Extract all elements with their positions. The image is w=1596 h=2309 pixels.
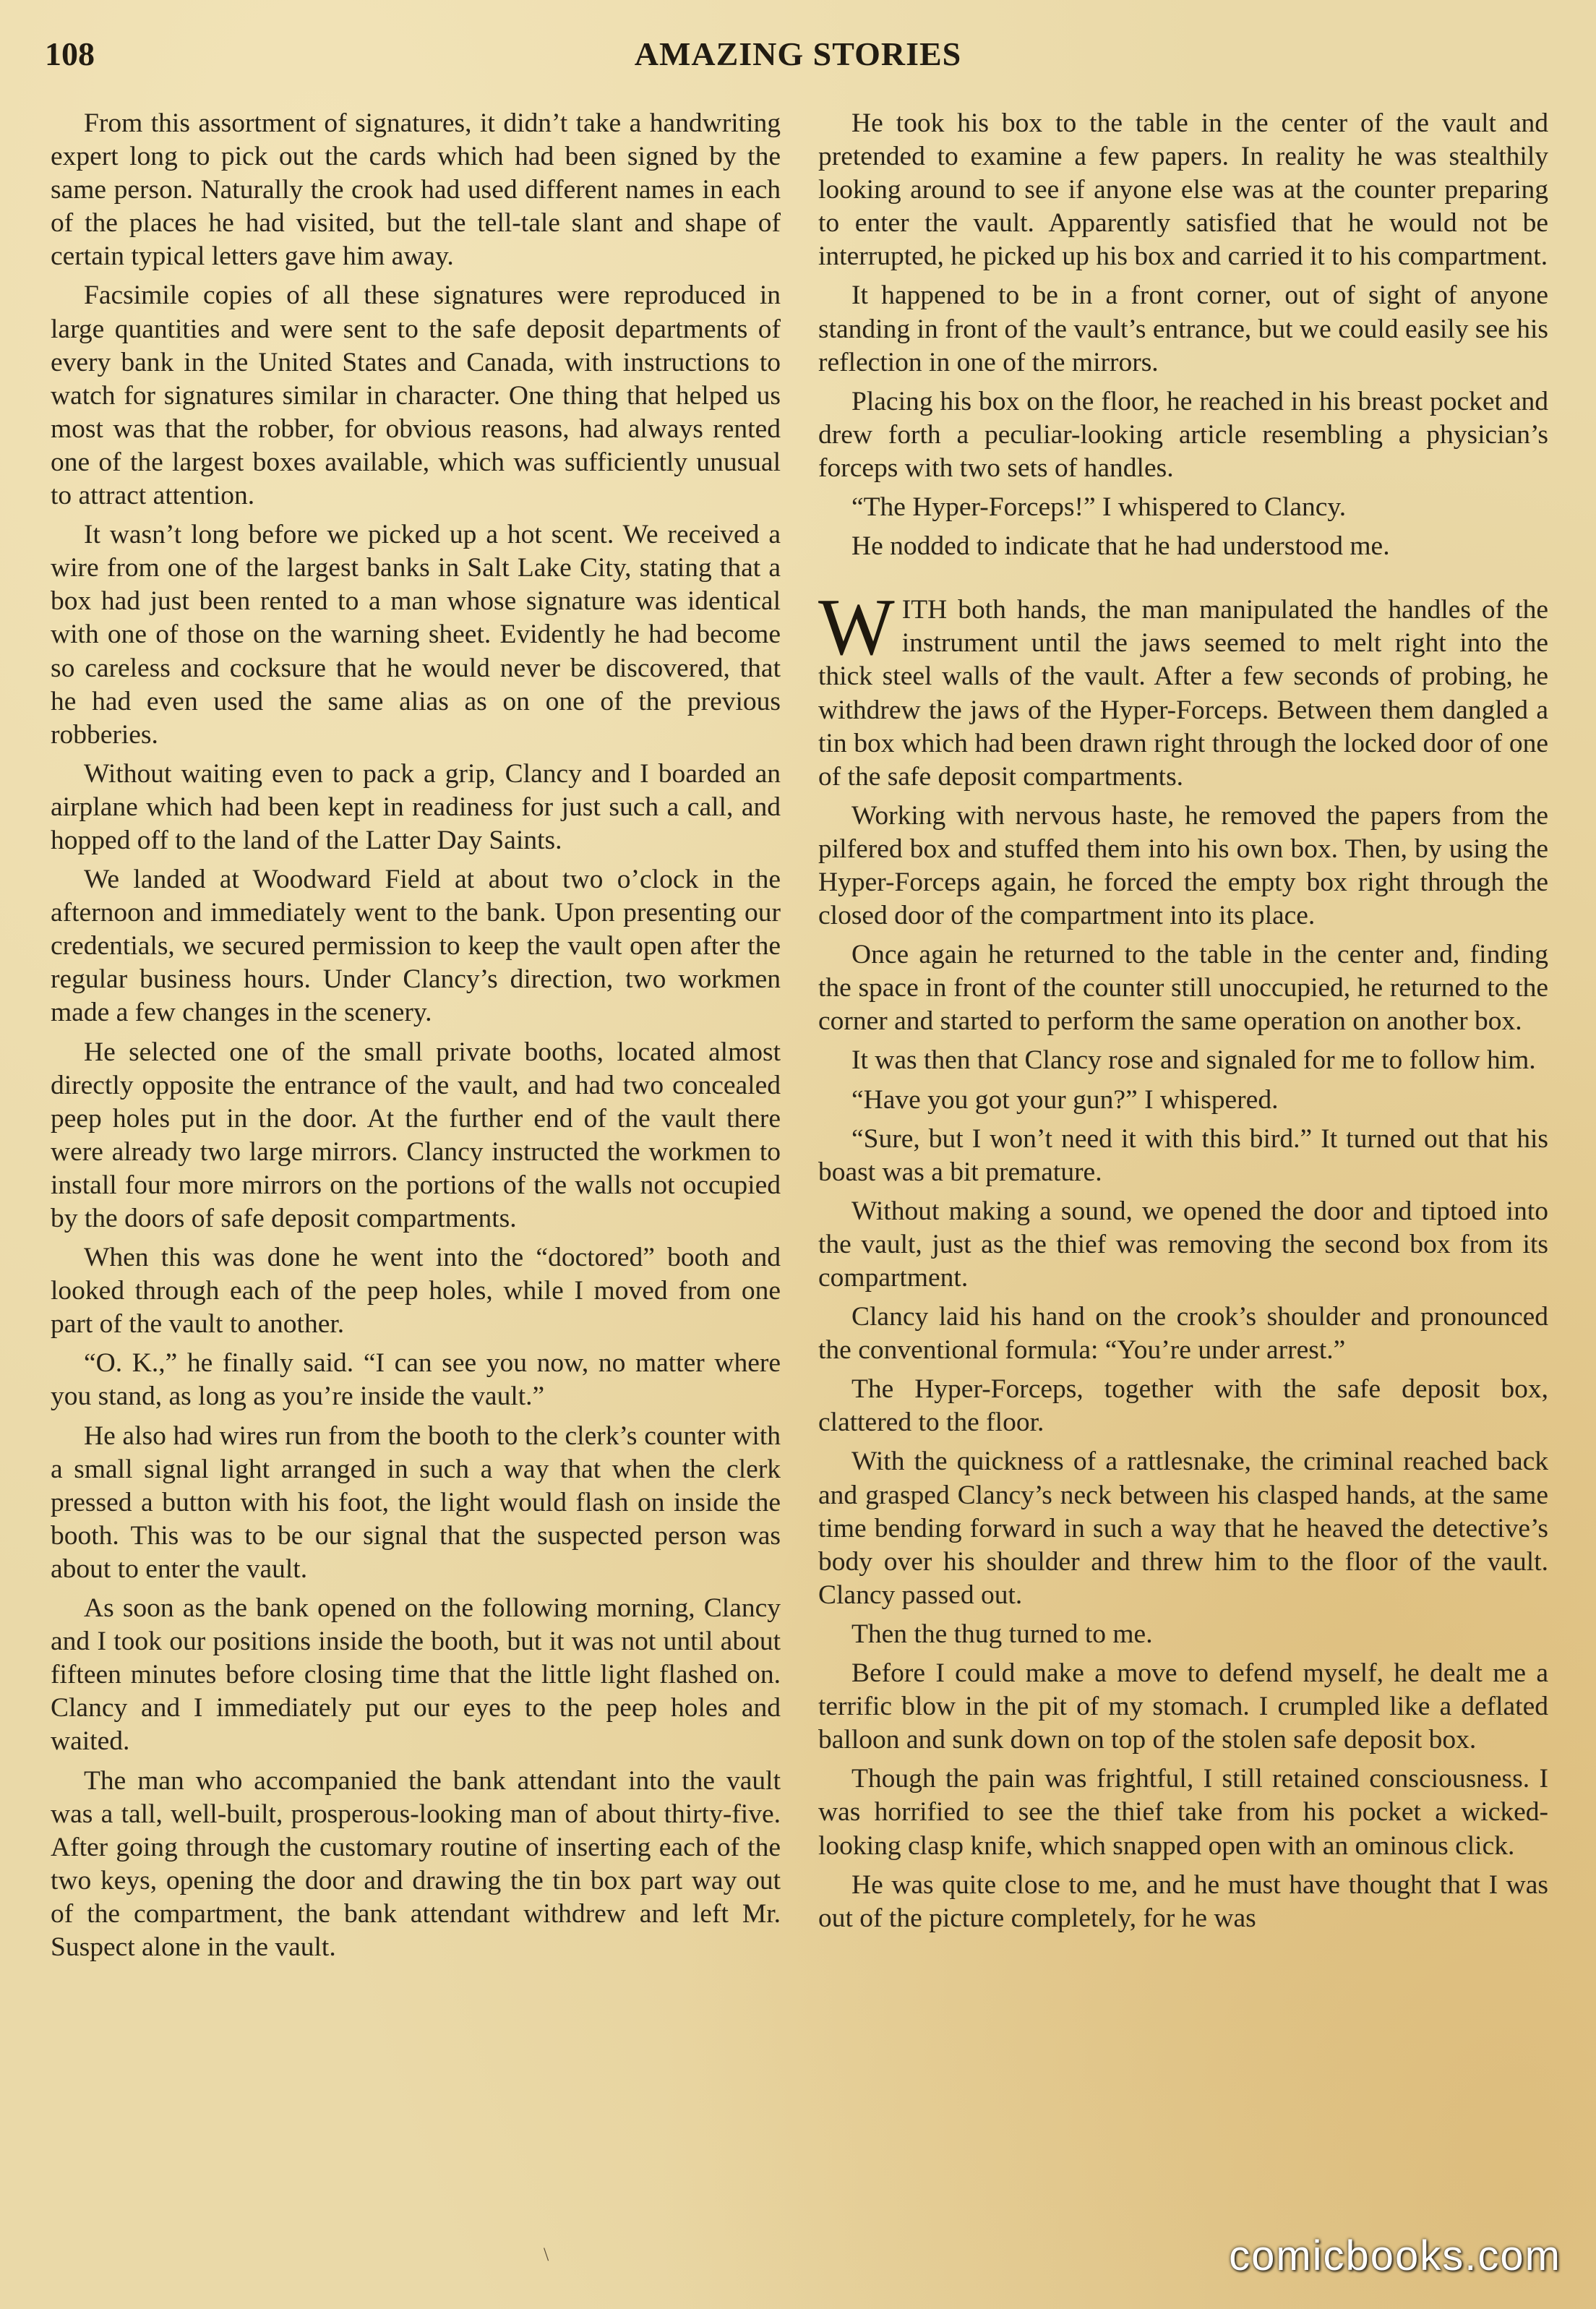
paragraph: Once again he returned to the table in the center and, finding the space in front of the counter still unoccupied, he returned to the corner and started to perform the same operation on another box. — [818, 940, 1548, 1037]
page-header — [45, 35, 1551, 85]
paragraph: With the quickness of a rattlesnake, the criminal reached back and grasped Clancy’s neck between his clasped hands, at the same time bending forward in such a way that he heaved the detective’s body over his shoulder and threw him to the floor of the vault. Clancy passed out. — [818, 1447, 1548, 1610]
paragraph: He also had wires run from the booth to the clerk’s counter with a small signal light arranged in such a way that when the clerk pressed a button with his foot, the light would flash on inside the booth. This was to be our signal that the suspected person was about to enter the vault. — [51, 1421, 781, 1584]
paragraph: Before I could make a move to defend myself, he dealt me a terrific blow in the pit of my stomach. I crumpled like a deflated balloon and sunk down on top of the stolen safe deposit box. — [818, 1658, 1548, 1755]
section-opening-paragraph — [818, 583, 1548, 794]
paragraph: Then the thug turned to me. — [851, 1619, 1153, 1649]
watermark: comicbooks.com — [1229, 2232, 1561, 2279]
paragraph: It happened to be in a front corner, out of sight of anyone standing in front of the vault’s entrance, but we could easily see his reflection in one of the mirrors. — [818, 280, 1548, 377]
paragraph: “O. K.,” he finally said. “I can see you now, no matter where you stand, as long as you’re inside the vault.” — [51, 1348, 781, 1412]
footer-mark: \ — [544, 2244, 549, 2265]
paragraph: Working with nervous haste, he removed the papers from the pilfered box and stuffed them into his own box. Then, by using the Hyper-Forceps again, he forced the empty box right through the closed door of the compartment into its place. — [818, 800, 1548, 931]
paragraph: He nodded to indicate that he had understood me. — [851, 531, 1390, 562]
paragraph: From this assortment of signatures, it didn’t take a handwriting expert long to pick out the cards which had been signed by the same person. Naturally the crook had used different names in each of the places he had visited, but the tell-tale slant and shape of certain typical letters gave him away. — [51, 108, 781, 272]
paragraph: He was quite close to me, and he must have thought that I was out of the picture completely, for he was — [818, 1869, 1548, 1933]
running-head: AMAZING STORIES — [634, 35, 962, 72]
paragraph: “Sure, but I won’t need it with this bird.” It turned out that his boast was a bit premature. — [818, 1123, 1548, 1187]
paragraph: We landed at Woodward Field at about two o’clock in the afternoon and immediately went to the bank. Upon presenting our credentials, we secured permission to keep the vault open after the regular business hours. Under Clancy’s direction, two workmen made a few changes in the scenery. — [51, 865, 781, 1028]
drop-cap: W — [818, 583, 895, 673]
paragraph: He took his box to the table in the center of the vault and pretended to examine a few papers. In reality he was stealthily looking around to see if anyone else was at the counter preparing to enter the vault. Apparently satisfied that he would not be interrupted, he picked up his box and carried it to his compartment. — [818, 108, 1548, 272]
paragraph: It wasn’t long before we picked up a hot scent. We received a wire from one of the largest banks in Salt Lake City, stating that a box had just been rented to a man whose signature was identical with one of those on the warning sheet. Evidently he had become so careless and cocksure that he would never be discovered, that he had even used the same alias as on one of the previous robberies. — [51, 520, 781, 750]
paragraph: The man who accompanied the bank attendant into the vault was a tall, well-built, prosperous-looking man of about thirty-five. After going through the customary routine of inserting each of the two keys, opening the door and drawing the tin box part way out of the compartment, the bank attendant withdrew and left Mr. Suspect alone in the vault. — [51, 1765, 781, 1962]
paragraph: Without waiting even to pack a grip, Clancy and I boarded an airplane which had been kept in readiness for just such a call, and hopped off to the land of the Latter Day Saints. — [51, 758, 781, 855]
paragraph: When this was done he went into the “doctored” booth and looked through each of the peep holes, while I moved from one part of the vault to another. — [51, 1243, 781, 1340]
paragraph: As soon as the bank opened on the following morning, Clancy and I took our positions inside the booth, but it was not until about fifteen minutes before closing time that the little light flashed on. Clancy and I immediately put our eyes to the peep holes and waited. — [51, 1593, 781, 1757]
section-opening-text: ITH both hands, the man manipulated the handles of the instrument until the jaws seemed to melt right into the thick steel walls of the vault. After a few seconds of probing, he withdrew the jaws of the Hyper-Forceps. Between them dangled a tin box which had been drawn right through the locked door of one of the safe deposit compartments. — [818, 595, 1548, 792]
left-column — [51, 107, 781, 1964]
paragraph: Placing his box on the floor, he reached in his breast pocket and drew forth a peculiar-looking article resembling a physician’s forceps with two sets of handles. — [818, 386, 1548, 483]
right-column — [818, 107, 1548, 1935]
paragraph: Though the pain was frightful, I still retained consciousness. I was horrified to see the thief take from his pocket a wicked-looking clasp knife, which snapped open with an ominous click. — [818, 1764, 1548, 1861]
page-number: 108 — [45, 35, 95, 72]
paragraph: “The Hyper-Forceps!” I whispered to Clancy. — [851, 492, 1347, 523]
paragraph: He selected one of the small private booths, located almost directly opposite the entrance of the vault, and had two concealed peep holes put in the door. At the further end of the vault there were already two large mirrors. Clancy instructed the workmen to install four more mirrors on the portions of the walls not occupied by the doors of safe deposit compartments. — [51, 1037, 781, 1233]
paragraph: Clancy laid his hand on the crook’s shoulder and pronounced the conventional formula: “You’re under arrest.” — [818, 1302, 1548, 1366]
paragraph: Without making a sound, we opened the door and tiptoed into the vault, just as the thief was removing the second box from its compartment. — [818, 1196, 1548, 1293]
paragraph: It was then that Clancy rose and signaled for me to follow him. — [851, 1045, 1536, 1076]
paragraph: The Hyper-Forceps, together with the safe deposit box, clattered to the floor. — [818, 1374, 1548, 1438]
paragraph: “Have you got your gun?” I whispered. — [851, 1084, 1279, 1115]
paragraph: Facsimile copies of all these signatures were reproduced in large quantities and were sent to the safe deposit departments of every bank in the United States and Canada, with instructions to watch for signatures similar in character. One thing that helped us most was that the robber, for obvious reasons, had always rented one of the largest boxes available, which was sufficiently unusual to attract attention. — [51, 280, 781, 511]
